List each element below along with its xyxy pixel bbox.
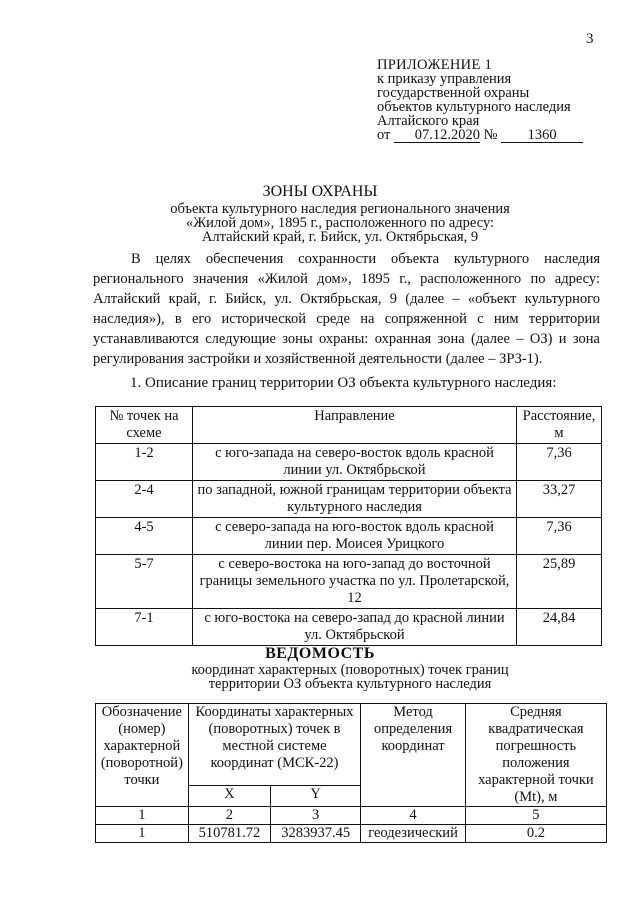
appendix-line: объектов культурного наследия <box>377 99 571 115</box>
column-number: 1 <box>96 807 189 825</box>
header-direction: Направление <box>193 407 517 444</box>
header-method: Метод определения координат <box>361 704 466 807</box>
cell-distance: 7,36 <box>517 518 602 555</box>
header-points: № точек на схеме <box>96 407 193 444</box>
cell-points: 2-4 <box>96 481 193 518</box>
cell-points: 1-2 <box>96 444 193 481</box>
table-row <box>96 555 602 609</box>
appendix-line: Алтайского края <box>377 113 480 129</box>
cell-method: геодезический <box>361 825 466 843</box>
column-number: 3 <box>271 807 361 825</box>
cell-direction: с северо-запада на юго-восток вдоль красной линии пер. Моисея Урицкого <box>193 518 517 555</box>
section-1-heading: 1. Описание границ территории ОЗ объекта культурного наследия: <box>130 375 557 391</box>
cell-error: 0.2 <box>465 825 606 843</box>
zones-subtitle-line: объекта культурного наследия регионального значения <box>170 201 510 217</box>
vedomost-subtitle <box>150 663 550 691</box>
header-coordinates: Координаты характерных (поворотных) точек в местной системе координат (МСК-22) <box>188 704 361 786</box>
table-row <box>96 444 602 481</box>
page-number: 3 <box>586 31 594 47</box>
header-designation: Обозначение (номер) характерной (поворотной) точки <box>96 704 189 807</box>
column-number: 4 <box>361 807 466 825</box>
cell-points: 4-5 <box>96 518 193 555</box>
table-row <box>96 825 607 843</box>
order-date: 07.12.2020 <box>394 129 480 143</box>
cell-direction: с северо-востока на юго-запад до восточной границы земельного участка по ул. Пролетарской, 12 <box>193 555 517 609</box>
number-prefix: № <box>483 127 498 143</box>
zones-subtitle-line: «Жилой дом», 1895 г., расположенного по адресу: <box>185 215 495 231</box>
cell-distance: 25,89 <box>517 555 602 609</box>
zones-subtitle <box>120 202 560 244</box>
cell-distance: 33,27 <box>517 481 602 518</box>
cell-point: 1 <box>96 825 189 843</box>
zones-title: ЗОНЫ ОХРАНЫ <box>262 183 378 200</box>
table-row <box>96 609 602 646</box>
cell-direction: по западной, южной границам территории объекта культурного наследия <box>193 481 517 518</box>
appendix-line: к приказу управления <box>377 71 512 87</box>
appendix-title: ПРИЛОЖЕНИЕ 1 <box>377 57 493 73</box>
cell-distance: 7,36 <box>517 444 602 481</box>
vedomost-title: ВЕДОМОСТЬ <box>265 645 375 662</box>
date-prefix: от <box>377 127 391 143</box>
coordinates-table <box>95 703 607 843</box>
appendix-date-line <box>377 128 617 143</box>
boundary-table <box>95 406 602 646</box>
cell-x: 510781.72 <box>188 825 270 843</box>
vedomost-subtitle-line: территории ОЗ объекта культурного наследия <box>208 676 492 692</box>
zones-subtitle-line: Алтайский край, г. Бийск, ул. Октябрьская, 9 <box>201 229 479 245</box>
cell-distance: 24,84 <box>517 609 602 646</box>
cell-points: 5-7 <box>96 555 193 609</box>
table-row <box>96 518 602 555</box>
vedomost-subtitle-line: координат характерных (поворотных) точек границ <box>191 662 509 678</box>
cell-points: 7-1 <box>96 609 193 646</box>
intro-paragraph: В целях обеспечения сохранности объекта культурного наследия регионального значения «Жилой дом», 1895 г., расположенного по адресу: Алтайский край, г. Бийск, ул. Октябрьская, 9 (далее – «объект культурного наследия»), в его исторической среде на сопряженной с ним территории устанавливаются следующие зоны охраны: охранная зона (далее – ОЗ) и зона регулирования застройки и хозяйственной деятельности (далее – ЗРЗ-1). <box>93 251 600 367</box>
column-number: 2 <box>188 807 270 825</box>
cell-direction: с юго-востока на северо-запад до красной линии ул. Октябрьской <box>193 609 517 646</box>
cell-direction: с юго-запада на северо-восток вдоль красной линии ул. Октябрьской <box>193 444 517 481</box>
header-distance: Расстояние, м <box>517 407 602 444</box>
column-number-row <box>96 807 607 825</box>
column-number: 5 <box>465 807 606 825</box>
header-y: Y <box>271 785 361 806</box>
header-error: Средняя квадратическая погрешность положения характерной точки (Mt), м <box>465 704 606 807</box>
header-x: X <box>188 785 270 806</box>
table-header-row <box>96 407 602 444</box>
cell-y: 3283937.45 <box>271 825 361 843</box>
table-row <box>96 481 602 518</box>
order-number: 1360 <box>501 129 583 143</box>
table-header-row <box>96 704 607 786</box>
appendix-line: государственной охраны <box>377 85 530 101</box>
appendix-header <box>377 58 617 143</box>
